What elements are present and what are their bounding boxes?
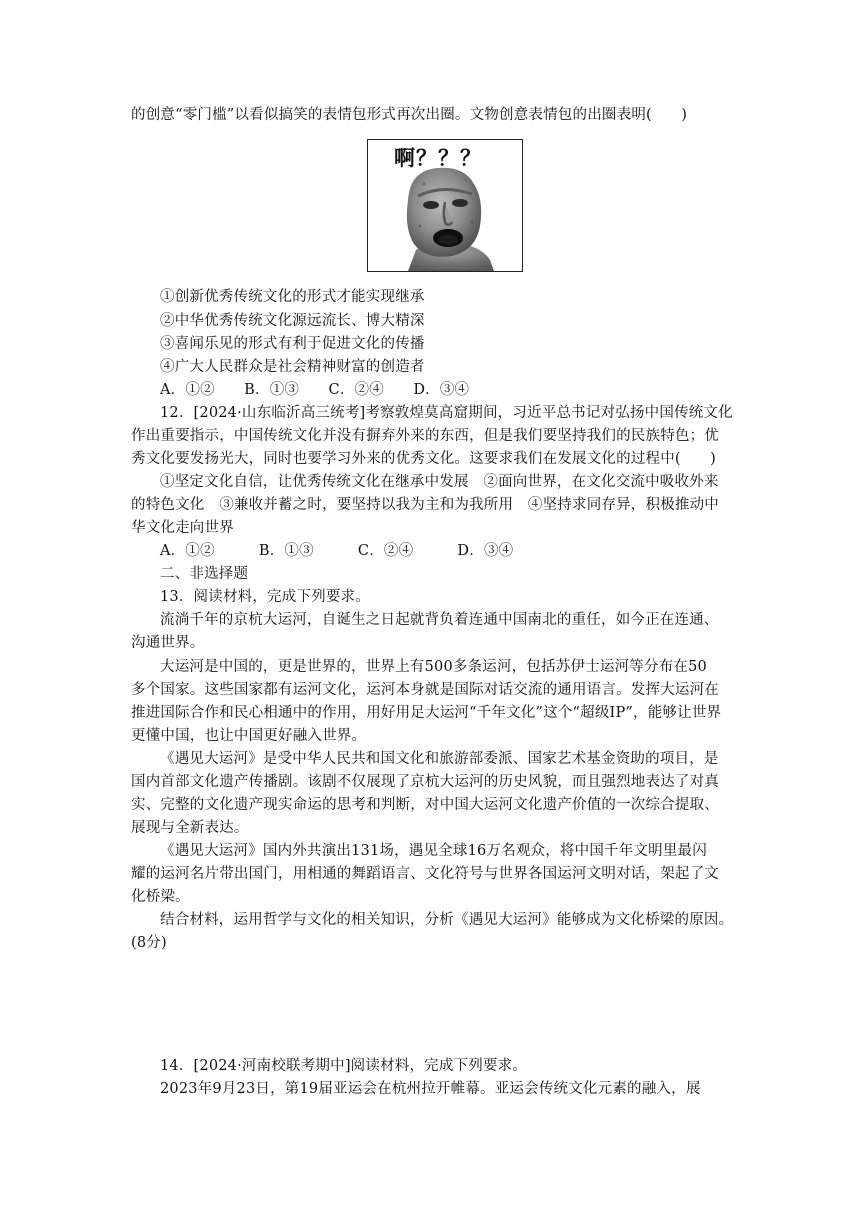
q13-question-line-2: (8分) (131, 935, 167, 951)
q13-question-line-1: 结合材料，运用哲学与文化的相关知识，分析《遇见大运河》能够成为文化桥梁的原因。 (160, 912, 734, 928)
meme-image (367, 139, 523, 272)
q13-p1-line-2: 沟通世界。 (131, 635, 205, 651)
meme-caption: 啊？？？ (394, 146, 482, 170)
q14-line-2: 2023年9月23日，第19届亚运会在杭州拉开帷幕。亚运会传统文化元素的融入，展 (160, 1081, 701, 1097)
q12-line-5: 的特色文化 ③兼收并蓄之时，要坚持以我为主和为我所用 ④坚持求同存异，积极推动中 (131, 497, 719, 513)
q13-p3-line-3: 实、完整的文化遗产现实命运的思考和判断，对中国大运河文化遗产价值的一次综合提取、 (131, 797, 719, 813)
q12-line-4: ①坚定文化自信，让优秀传统文化在继承中发展 ②面向世界，在文化交流中吸收外来 (160, 474, 719, 490)
q11-option-4: ④广大人民群众是社会精神财富的创造者 (160, 359, 425, 375)
q11-option-1: ①创新优秀传统文化的形式才能实现继承 (160, 289, 425, 305)
q13-p4-line-1: 《遇见大运河》国内外共演出131场，遇见全球16万名观众，将中国千年文明里最闪 (160, 843, 707, 859)
q12-line-6: 华文化走向世界 (131, 520, 234, 536)
q13-intro: 13．阅读材料，完成下列要求。 (160, 589, 370, 605)
q13-p2-line-4: 更懂中国，也让中国更好融入世界。 (131, 728, 367, 744)
q13-p2-line-2: 多个国家。这些国家都有运河文化，运河本身就是国际对话交流的通用语言。发挥大运河在 (131, 682, 719, 698)
q11-choices: A．①② B．①③ C．②④ D．③④ (160, 382, 470, 398)
q14-line-1: 14．[2024·河南校联考期中]阅读材料，完成下列要求。 (160, 1058, 528, 1074)
q12-line-2: 作出重要指示，中国传统文化并没有摒弃外来的东西，但是我们要坚持我们的民族特色；优 (131, 428, 719, 444)
q12-choices: A．①② B．①③ C．②④ D．③④ (160, 543, 514, 559)
q13-p2-line-1: 大运河是中国的，更是世界的，世界上有500多条运河，包括苏伊士运河等分布在50 (160, 659, 707, 675)
q11-option-2: ②中华优秀传统文化源远流长、博大精深 (160, 313, 425, 329)
q13-p3-line-1: 《遇见大运河》是受中华人民共和国文化和旅游部委派、国家艺术基金资助的项目，是 (160, 751, 719, 767)
q13-p4-line-2: 耀的运河名片带出国门，用相通的舞蹈语言、文化符号与世界各国运河文明对话，架起了文 (131, 866, 719, 882)
q13-p4-line-3: 化桥梁。 (131, 889, 190, 905)
q13-p2-line-3: 推进国际合作和民心相通中的作用，用好用足大运河“千年文化”这个“超级IP”，能够让世界 (131, 705, 722, 721)
q13-p3-line-4: 展现与全新表达。 (131, 820, 249, 836)
q12-line-3: 秀文化要发扬光大，同时也要学习外来的优秀文化。这要求我们在发展文化的过程中( ) (131, 451, 717, 467)
q13-p3-line-2: 国内首部文化遗产传播剧。该剧不仅展现了京杭大运河的历史风貌，而且强烈地表达了对真 (131, 774, 719, 790)
q12-line-1: 12．[2024·山东临沂高三统考]考察敦煌莫高窟期间，习近平总书记对弘扬中国传统文化 (160, 405, 733, 421)
section-heading: 二、非选择题 (160, 566, 249, 582)
q11-stem-tail: 的创意“零门槛”以看似搞笑的表情包形式再次出圈。文物创意表情包的出圈表明( ) (131, 107, 688, 123)
q13-p1-line-1: 流淌千年的京杭大运河，自诞生之日起就背负着连通中国南北的重任，如今正在连通、 (160, 612, 719, 628)
q11-option-3: ③喜闻乐见的形式有利于促进文化的传播 (160, 336, 425, 352)
